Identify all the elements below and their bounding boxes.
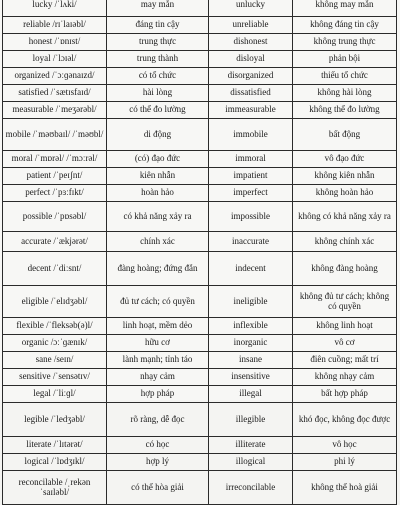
meaning-cell: hoàn hảo bbox=[107, 185, 209, 202]
antonym-cell: illegal bbox=[209, 386, 293, 403]
antonym-cell: imperfect bbox=[209, 185, 293, 202]
meaning-cell: hữu cơ bbox=[107, 335, 209, 352]
antonym-cell: insane bbox=[209, 352, 293, 369]
antonym-cell: dishonest bbox=[209, 34, 293, 51]
meaning-cell: có thể đo lường bbox=[107, 102, 209, 119]
vocab-row bbox=[3, 386, 397, 403]
meaning-cell: chính xác bbox=[107, 232, 209, 252]
word-cell: organic /ɔːˈɡænɪk/ bbox=[3, 335, 107, 352]
word-cell: mobile /ˈməʊbaɪl/ /ˈməʊbl/ bbox=[3, 119, 107, 151]
vocab-row bbox=[3, 185, 397, 202]
antonym-cell: immeasurable bbox=[209, 102, 293, 119]
antonym-cell: illogical bbox=[209, 454, 293, 471]
meaning-cell: đáng tin cậy bbox=[107, 17, 209, 34]
antonym-cell: indecent bbox=[209, 252, 293, 286]
meaning-cell: có thể hòa giải bbox=[107, 471, 209, 505]
word-cell: logical /ˈlɒdʒɪkl/ bbox=[3, 454, 107, 471]
vocab-row bbox=[3, 168, 397, 185]
word-cell: honest /ˈɒnɪst/ bbox=[3, 34, 107, 51]
vocab-row bbox=[3, 252, 397, 286]
vocab-row bbox=[3, 151, 397, 168]
word-cell: moral /ˈmɒrəl/ /ˈmɔːrəl/ bbox=[3, 151, 107, 168]
vocab-row bbox=[3, 318, 397, 335]
antonym-meaning-cell: vô cơ bbox=[293, 335, 397, 352]
antonym-meaning-cell: thiếu tổ chức bbox=[293, 68, 397, 85]
antonym-meaning-cell: không đủ tư cách; không có quyền bbox=[293, 286, 397, 318]
antonym-cell: illegible bbox=[209, 403, 293, 437]
meaning-cell: hợp pháp bbox=[107, 386, 209, 403]
word-cell: flexible /ˈfleksəb(ə)l/ bbox=[3, 318, 107, 335]
vocab-row bbox=[3, 68, 397, 85]
antonym-cell: insensitive bbox=[209, 369, 293, 386]
antonym-meaning-cell: bất động bbox=[293, 119, 397, 151]
vocab-row bbox=[3, 403, 397, 437]
meaning-cell: đàng hoàng; đứng đắn bbox=[107, 252, 209, 286]
antonym-cell: unreliable bbox=[209, 17, 293, 34]
antonym-meaning-cell: vô đạo đức bbox=[293, 151, 397, 168]
vocab-row bbox=[3, 454, 397, 471]
meaning-cell: (có) đạo đức bbox=[107, 151, 209, 168]
antonym-meaning-cell: không hoàn hảo bbox=[293, 185, 397, 202]
vocab-row bbox=[3, 335, 397, 352]
antonym-meaning-cell: không thể đo lường bbox=[293, 102, 397, 119]
word-cell: sensitive /ˈsensətɪv/ bbox=[3, 369, 107, 386]
vocabulary-table-body bbox=[3, 0, 397, 505]
antonym-meaning-cell: vô học bbox=[293, 437, 397, 454]
antonym-cell: inorganic bbox=[209, 335, 293, 352]
meaning-cell: có tổ chức bbox=[107, 68, 209, 85]
antonym-meaning-cell: không nhạy cảm bbox=[293, 369, 397, 386]
antonym-cell: impatient bbox=[209, 168, 293, 185]
word-cell: patient /ˈpeɪʃnt/ bbox=[3, 168, 107, 185]
vocab-row bbox=[3, 17, 397, 34]
antonym-cell: irreconcilable bbox=[209, 471, 293, 505]
antonym-meaning-cell: không linh hoạt bbox=[293, 318, 397, 335]
antonym-cell: inaccurate bbox=[209, 232, 293, 252]
vocab-row bbox=[3, 202, 397, 232]
vocab-row bbox=[3, 437, 397, 454]
antonym-cell: immobile bbox=[209, 119, 293, 151]
word-cell: loyal /ˈlɔɪəl/ bbox=[3, 51, 107, 68]
antonym-meaning-cell: phản bội bbox=[293, 51, 397, 68]
meaning-cell: linh hoạt, mềm dẻo bbox=[107, 318, 209, 335]
antonym-meaning-cell: phi lý bbox=[293, 454, 397, 471]
meaning-cell: trung thành bbox=[107, 51, 209, 68]
meaning-cell: di động bbox=[107, 119, 209, 151]
vocab-row bbox=[3, 232, 397, 252]
word-cell: eligible /ˈelɪdʒəbl/ bbox=[3, 286, 107, 318]
antonym-meaning-cell: điên cuồng; mất trí bbox=[293, 352, 397, 369]
word-cell: perfect /ˈpɜːfɪkt/ bbox=[3, 185, 107, 202]
word-cell: lucky /ˈlʌki/ bbox=[3, 0, 107, 17]
antonym-meaning-cell: không chính xác bbox=[293, 232, 397, 252]
antonym-meaning-cell: không đàng hoàng bbox=[293, 252, 397, 286]
antonym-cell: unlucky bbox=[209, 0, 293, 17]
antonym-cell: ineligible bbox=[209, 286, 293, 318]
meaning-cell: may mắn bbox=[107, 0, 209, 17]
antonym-cell: disloyal bbox=[209, 51, 293, 68]
vocab-row bbox=[3, 471, 397, 505]
vocab-row bbox=[3, 119, 397, 151]
word-cell: reliable /rɪˈlaɪəbl/ bbox=[3, 17, 107, 34]
word-cell: reconcilable /ˌrekənˈsaɪləbl/ bbox=[3, 471, 107, 505]
word-cell: legal /ˈliːɡl/ bbox=[3, 386, 107, 403]
word-cell: literate /ˈlɪtərət/ bbox=[3, 437, 107, 454]
antonym-cell: impossible bbox=[209, 202, 293, 232]
word-cell: satisfied /ˈsætɪsfaɪd/ bbox=[3, 85, 107, 102]
vocab-row bbox=[3, 102, 397, 119]
meaning-cell: lành mạnh; tỉnh táo bbox=[107, 352, 209, 369]
vocabulary-table bbox=[2, 0, 397, 505]
antonym-cell: disorganized bbox=[209, 68, 293, 85]
antonym-meaning-cell: không kiên nhẫn bbox=[293, 168, 397, 185]
meaning-cell: có học bbox=[107, 437, 209, 454]
word-cell: legible /ˈledʒəbl/ bbox=[3, 403, 107, 437]
meaning-cell: hợp lý bbox=[107, 454, 209, 471]
meaning-cell: đủ tư cách; có quyền bbox=[107, 286, 209, 318]
antonym-meaning-cell: không đáng tin cậy bbox=[293, 17, 397, 34]
vocab-row bbox=[3, 369, 397, 386]
antonym-meaning-cell: không may mắn bbox=[293, 0, 397, 17]
antonym-cell: dissatisfied bbox=[209, 85, 293, 102]
meaning-cell: hài lòng bbox=[107, 85, 209, 102]
antonym-meaning-cell: không trung thực bbox=[293, 34, 397, 51]
vocab-row bbox=[3, 352, 397, 369]
antonym-meaning-cell: khó đọc, không đọc được bbox=[293, 403, 397, 437]
meaning-cell: nhạy cảm bbox=[107, 369, 209, 386]
antonym-meaning-cell: không có khả năng xảy ra bbox=[293, 202, 397, 232]
word-cell: sane /seɪn/ bbox=[3, 352, 107, 369]
word-cell: possible /ˈpɒsəbl/ bbox=[3, 202, 107, 232]
vocab-row bbox=[3, 0, 397, 17]
antonym-cell: inflexible bbox=[209, 318, 293, 335]
vocab-row bbox=[3, 51, 397, 68]
antonym-meaning-cell: không thể hoà giải bbox=[293, 471, 397, 505]
meaning-cell: rõ ràng, dễ đọc bbox=[107, 403, 209, 437]
vocab-row bbox=[3, 286, 397, 318]
meaning-cell: kiên nhẫn bbox=[107, 168, 209, 185]
antonym-cell: immoral bbox=[209, 151, 293, 168]
vocab-row bbox=[3, 34, 397, 51]
meaning-cell: có khả năng xảy ra bbox=[107, 202, 209, 232]
vocab-row bbox=[3, 85, 397, 102]
word-cell: accurate /ˈækjərət/ bbox=[3, 232, 107, 252]
word-cell: organized /ˈɔːɡənaɪzd/ bbox=[3, 68, 107, 85]
antonym-meaning-cell: không hài lòng bbox=[293, 85, 397, 102]
word-cell: measurable /ˈmeʒərəbl/ bbox=[3, 102, 107, 119]
word-cell: decent /ˈdiːsnt/ bbox=[3, 252, 107, 286]
meaning-cell: trung thực bbox=[107, 34, 209, 51]
antonym-cell: illiterate bbox=[209, 437, 293, 454]
antonym-meaning-cell: bất hợp pháp bbox=[293, 386, 397, 403]
